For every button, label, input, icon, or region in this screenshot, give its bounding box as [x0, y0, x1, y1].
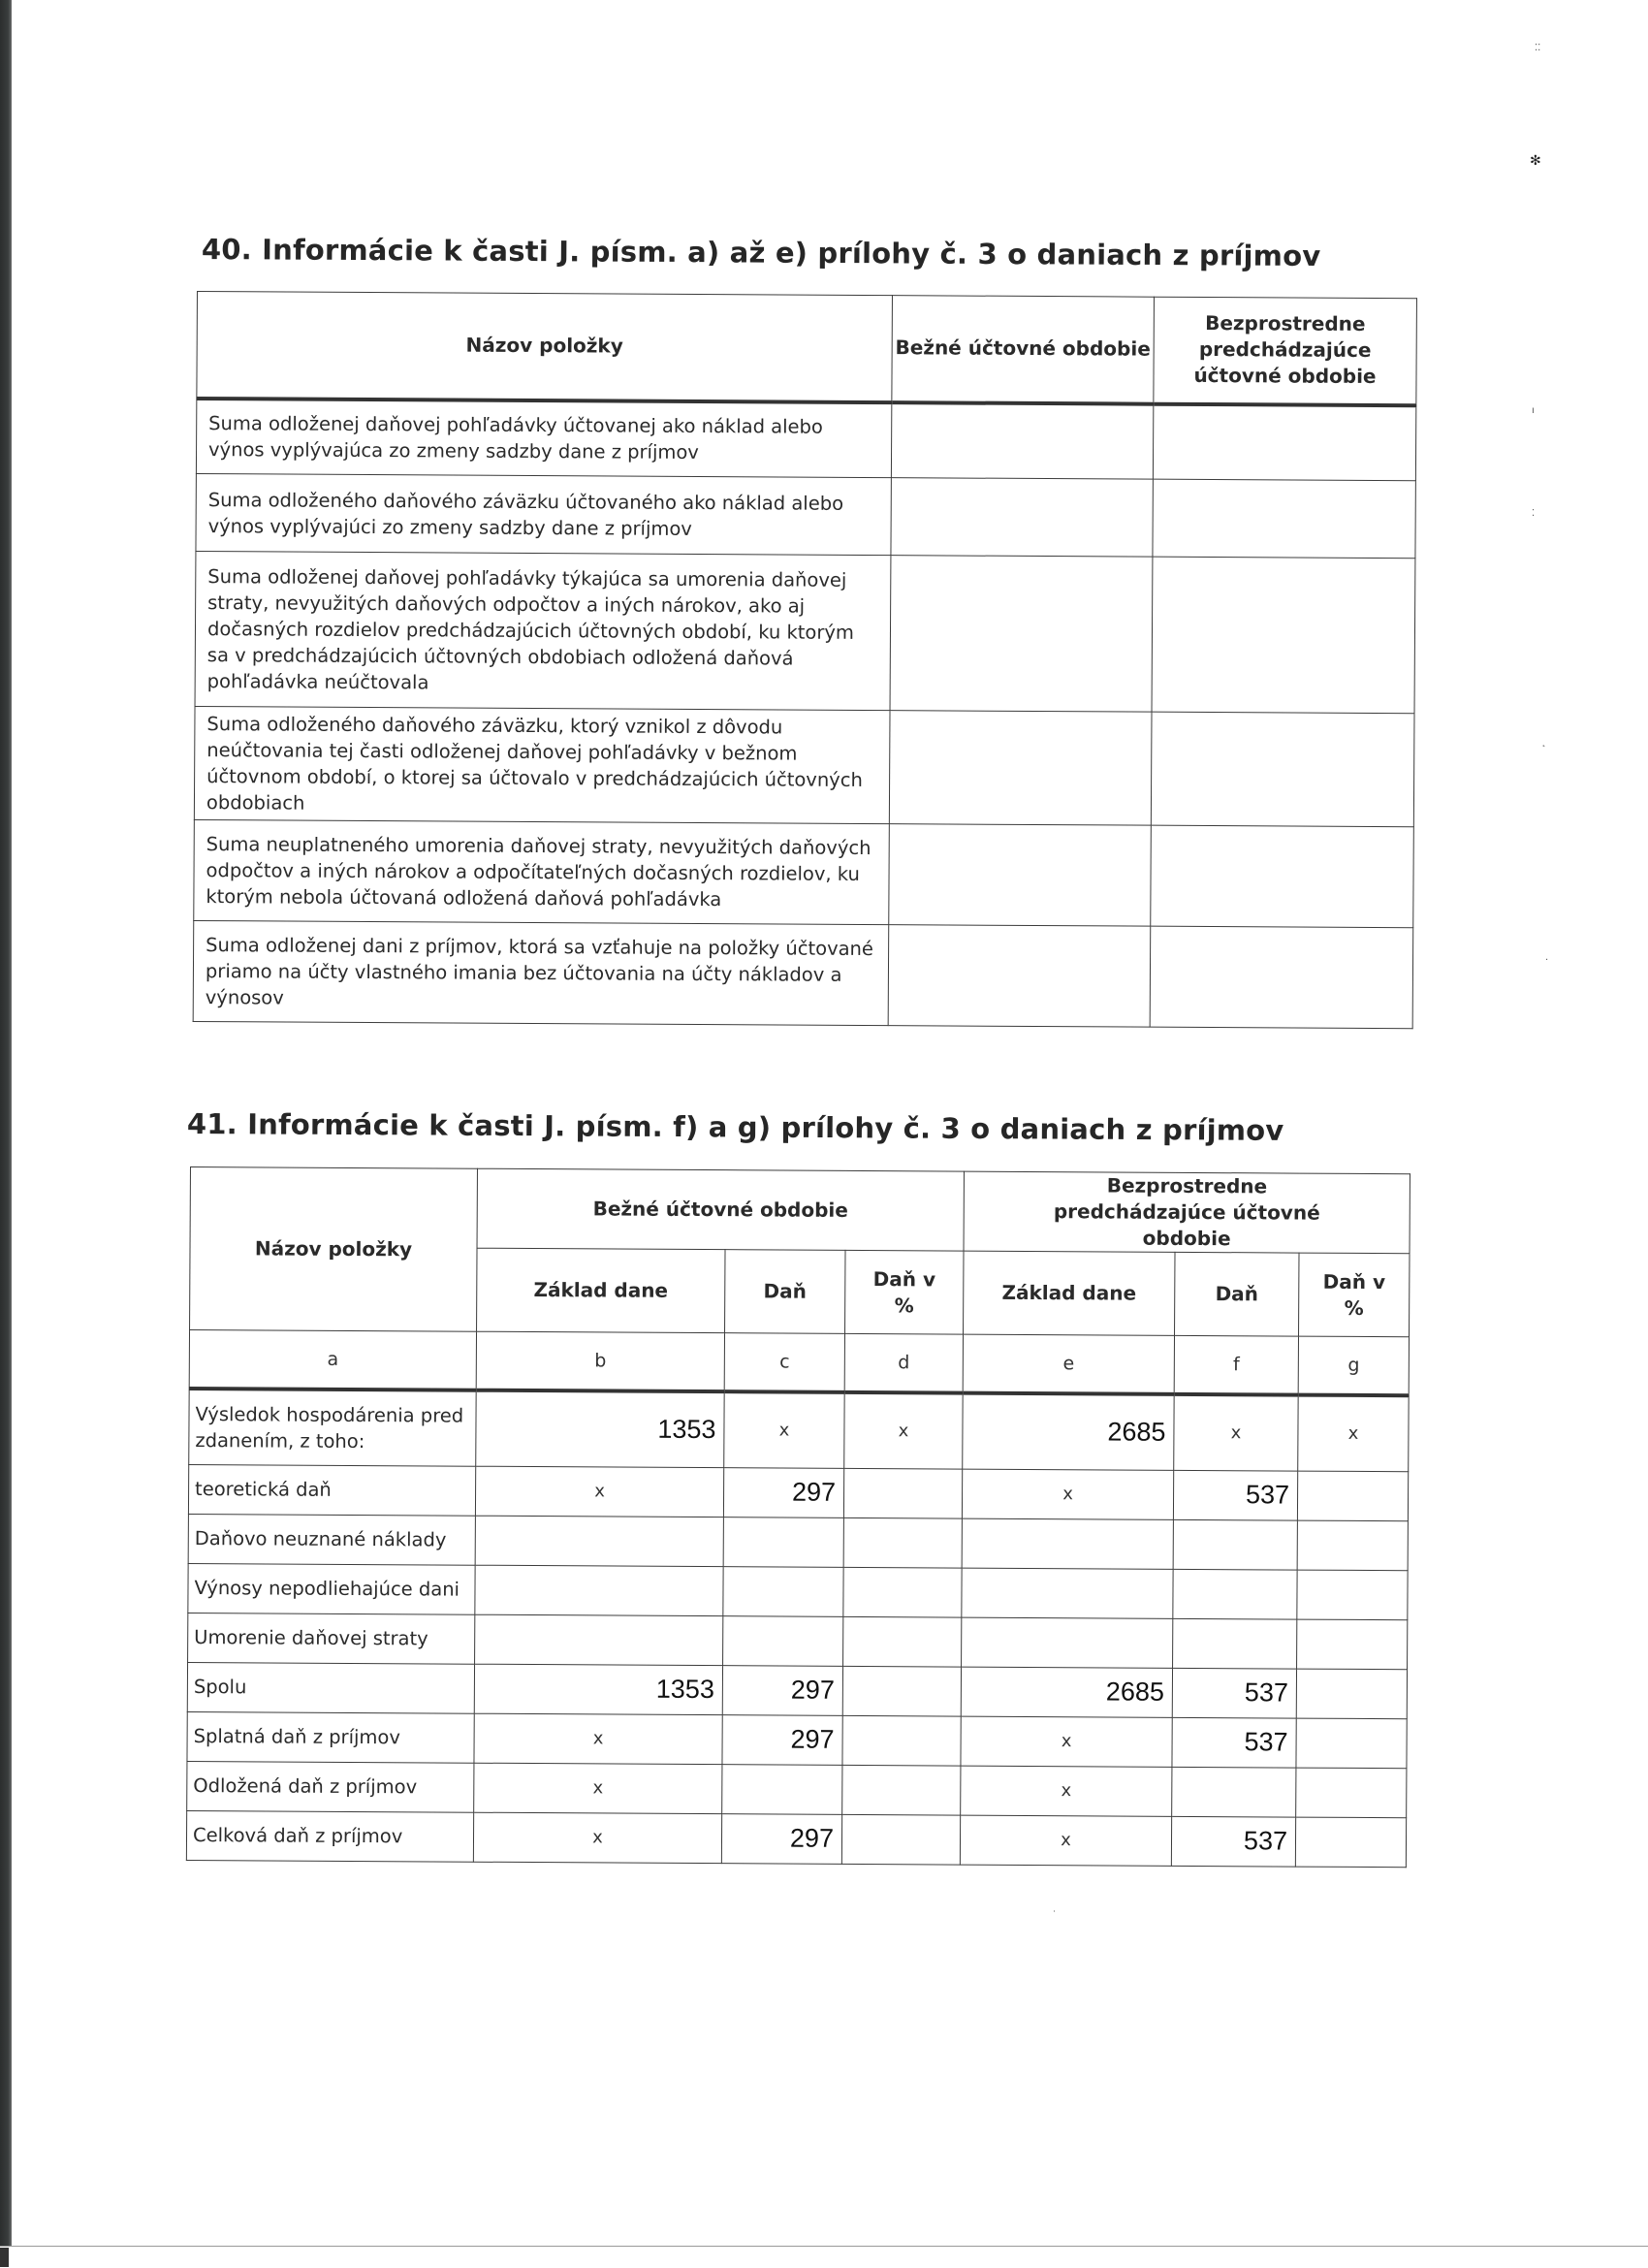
- row-label: Suma odloženého daňového záväzku, ktorý vznikol z dôvodu neúčtovania tej časti odloženej daňovej pohľadávky v bežnom účtovnom období, o ktorej sa účtovalo v predchádzajúcich účtovných obdobiach: [194, 706, 890, 823]
- margin-tick-1: ı: [1532, 405, 1535, 416]
- tax-base-current-cell[interactable]: [475, 1565, 723, 1615]
- tax-pct-current-cell[interactable]: [843, 1567, 962, 1617]
- current-period-cell[interactable]: [891, 402, 1153, 480]
- margin-dots-top: ⁚⁚: [1535, 43, 1541, 53]
- tax-base-current-cell[interactable]: 1353: [474, 1664, 722, 1714]
- table-row: [194, 706, 1414, 826]
- table-row: [187, 1711, 1407, 1768]
- tax-pct-previous-cell[interactable]: [1297, 1520, 1408, 1571]
- deferred-tax-table: [193, 291, 1417, 1029]
- table-row: [196, 473, 1415, 558]
- tax-previous-cell[interactable]: 537: [1171, 1816, 1295, 1867]
- tax-pct-current-cell[interactable]: [843, 1517, 962, 1568]
- scan-bottom-edge: [0, 2246, 1648, 2268]
- tax-pct-current-cell[interactable]: [843, 1616, 962, 1667]
- row-label: Suma odloženej daňovej pohľadávky účtovanej ako náklad alebo výnos vyplývajúca zo zmeny sadzby dane z príjmov: [196, 399, 891, 478]
- current-period-cell[interactable]: [888, 925, 1151, 1028]
- table-row: [186, 1810, 1406, 1867]
- tax-pct-current-cell[interactable]: x: [844, 1392, 963, 1469]
- column-group-current-period: Bežné účtovné obdobie: [477, 1168, 964, 1251]
- column-header-tax-previous: Daň: [1175, 1252, 1299, 1336]
- tax-base-previous-cell[interactable]: x: [961, 1716, 1172, 1767]
- current-period-cell[interactable]: [889, 824, 1152, 927]
- tax-previous-cell[interactable]: [1172, 1767, 1296, 1817]
- table-row: [195, 551, 1415, 713]
- current-period-cell[interactable]: [891, 478, 1153, 558]
- column-letter-row: [189, 1330, 1409, 1396]
- tax-previous-cell[interactable]: [1173, 1569, 1297, 1619]
- previous-period-cell[interactable]: [1152, 557, 1415, 714]
- column-letter-b: b: [476, 1331, 724, 1391]
- current-period-cell[interactable]: [890, 556, 1153, 713]
- margin-blob: ✻: [1530, 153, 1541, 169]
- tax-base-current-cell[interactable]: x: [475, 1466, 723, 1517]
- row-label: Suma odloženej dani z príjmov, ktorá sa vzťahuje na položky účtované priamo na účty vlastného imania bez účtovania na účty nákladov a výnosov: [193, 920, 889, 1025]
- column-letter-f: f: [1174, 1335, 1298, 1394]
- table-row-total: [187, 1662, 1407, 1718]
- previous-period-cell[interactable]: [1151, 825, 1414, 928]
- column-letter-c: c: [724, 1333, 844, 1392]
- tax-pct-previous-cell[interactable]: [1297, 1471, 1408, 1521]
- table-row: [188, 1464, 1408, 1520]
- tax-base-previous-cell[interactable]: [962, 1617, 1173, 1668]
- table-row: [196, 399, 1415, 481]
- tax-pct-current-cell[interactable]: [843, 1468, 962, 1518]
- margin-tick-4: ·: [1545, 955, 1549, 966]
- tax-previous-cell[interactable]: [1173, 1618, 1297, 1669]
- margin-tick-2: ⁚: [1532, 508, 1536, 519]
- row-label: Celková daň z príjmov: [186, 1810, 473, 1862]
- row-label: Suma odloženej daňovej pohľadávky týkajúca sa umorenia daňovej straty, nevyužitých daňových odpočtov a iných nárokov, ako aj dočasných rozdielov predchádzajúcich účtovných období, ku ktorým sa v predchádzajúcich účtovných obdobiach odložená daňová pohľadávka neúčtovala: [195, 551, 891, 710]
- table-row: [188, 1613, 1408, 1669]
- tax-base-current-cell[interactable]: x: [474, 1763, 722, 1813]
- margin-tick-3: ˛: [1541, 737, 1546, 748]
- row-label: Spolu: [187, 1662, 474, 1713]
- previous-period-cell[interactable]: [1150, 926, 1413, 1029]
- column-letter-d: d: [844, 1333, 963, 1392]
- tax-current-cell[interactable]: [723, 1566, 843, 1616]
- margin-tick-5: ˙: [1052, 1910, 1057, 1921]
- column-letter-g: g: [1298, 1336, 1409, 1395]
- tax-base-previous-cell[interactable]: x: [962, 1469, 1173, 1519]
- table-row: [193, 920, 1413, 1028]
- tax-pct-previous-cell[interactable]: [1297, 1570, 1408, 1620]
- tax-base-current-cell[interactable]: x: [474, 1713, 722, 1764]
- tax-pct-current-cell[interactable]: [842, 1666, 961, 1716]
- scan-edge-shadow: [0, 0, 12, 2267]
- income-tax-reconciliation-table: [186, 1166, 1410, 1868]
- tax-current-cell[interactable]: [723, 1517, 843, 1567]
- column-header-tax-base-previous: Základ dane: [964, 1251, 1175, 1335]
- tax-pct-previous-cell[interactable]: [1297, 1619, 1408, 1670]
- tax-base-current-cell[interactable]: 1353: [476, 1390, 724, 1467]
- column-header-previous-period: Bezprostredne predchádzajúce účtovné obdobie: [1154, 297, 1417, 405]
- current-period-cell[interactable]: [889, 711, 1152, 826]
- table-row: [188, 1514, 1408, 1570]
- column-header-tax-base-current: Základ dane: [477, 1248, 725, 1332]
- tax-current-cell[interactable]: 297: [722, 1714, 842, 1765]
- tax-base-current-cell[interactable]: [475, 1516, 723, 1566]
- tax-current-cell[interactable]: 297: [723, 1467, 843, 1517]
- previous-period-cell[interactable]: [1153, 403, 1415, 481]
- row-label: Výsledok hospodárenia pred zdanením, z toho:: [189, 1389, 476, 1466]
- column-header-tax-pct-current: Daň v %: [845, 1250, 965, 1334]
- tax-base-current-cell[interactable]: [475, 1614, 723, 1665]
- tax-pct-previous-cell[interactable]: [1296, 1718, 1407, 1769]
- table-row: [189, 1389, 1409, 1471]
- tax-current-cell[interactable]: x: [724, 1391, 844, 1468]
- table-row: [194, 819, 1414, 927]
- tax-previous-cell[interactable]: [1173, 1519, 1297, 1570]
- tax-base-previous-cell[interactable]: x: [961, 1766, 1172, 1816]
- table-header-row: [197, 292, 1417, 405]
- tax-pct-current-cell[interactable]: [841, 1814, 960, 1865]
- column-letter-e: e: [963, 1334, 1174, 1394]
- column-header-name: Názov položky: [190, 1167, 478, 1332]
- section-40-title: 40. Informácie k časti J. písm. a) až e) prílohy č. 3 o daniach z príjmov: [201, 233, 1321, 273]
- tax-current-cell[interactable]: 297: [722, 1665, 842, 1715]
- tax-current-cell[interactable]: [723, 1615, 843, 1666]
- tax-base-current-cell[interactable]: x: [473, 1812, 721, 1863]
- tax-previous-cell[interactable]: 537: [1172, 1717, 1296, 1768]
- tax-previous-cell[interactable]: 537: [1172, 1668, 1296, 1718]
- tax-pct-previous-cell[interactable]: [1296, 1768, 1407, 1818]
- tax-current-cell[interactable]: 297: [721, 1813, 841, 1864]
- table-row: [187, 1761, 1407, 1817]
- tax-base-previous-cell[interactable]: 2685: [963, 1393, 1174, 1470]
- tax-pct-previous-cell[interactable]: [1296, 1669, 1407, 1719]
- row-label: Odložená daň z príjmov: [187, 1761, 474, 1812]
- row-label: Suma odloženého daňového záväzku účtovaného ako náklad alebo výnos vyplývajúci zo zmeny sadzby dane z príjmov: [196, 473, 891, 555]
- tax-base-previous-cell[interactable]: x: [960, 1815, 1171, 1866]
- tax-previous-cell[interactable]: 537: [1173, 1470, 1297, 1520]
- previous-period-cell[interactable]: [1153, 479, 1415, 559]
- tax-previous-cell[interactable]: x: [1174, 1394, 1298, 1471]
- column-letter-a: a: [189, 1330, 476, 1390]
- tax-base-previous-cell[interactable]: [962, 1518, 1173, 1569]
- section-41-title: 41. Informácie k časti J. písm. f) a g) prílohy č. 3 o daniach z príjmov: [186, 1107, 1284, 1147]
- column-header-tax-current: Daň: [725, 1250, 845, 1334]
- row-label: Umorenie daňovej straty: [188, 1613, 475, 1664]
- row-label: Daňovo neuznané náklady: [188, 1514, 475, 1565]
- row-label: Splatná daň z príjmov: [187, 1711, 474, 1763]
- tax-base-previous-cell[interactable]: [962, 1568, 1173, 1618]
- column-header-name: Názov položky: [197, 292, 893, 402]
- previous-period-cell[interactable]: [1151, 712, 1414, 827]
- column-header-current-period: Bežné účtovné obdobie: [892, 296, 1155, 404]
- column-group-previous-period: Bezprostredne predchádzajúce účtovné obdobie: [964, 1171, 1410, 1254]
- column-header-tax-pct-previous: Daň v %: [1299, 1253, 1410, 1337]
- tax-pct-previous-cell[interactable]: [1295, 1817, 1406, 1868]
- row-label: teoretická daň: [188, 1464, 475, 1516]
- tax-pct-previous-cell[interactable]: x: [1298, 1395, 1409, 1472]
- tax-pct-current-cell[interactable]: [842, 1715, 961, 1766]
- table-header-group-row: [190, 1167, 1410, 1254]
- tax-base-previous-cell[interactable]: 2685: [961, 1667, 1172, 1717]
- row-label: Výnosy nepodliehajúce dani: [188, 1563, 475, 1614]
- scan-bottom-corner: [0, 2248, 9, 2267]
- tax-current-cell[interactable]: [722, 1764, 842, 1814]
- table-row: [188, 1563, 1408, 1619]
- tax-pct-current-cell[interactable]: [842, 1765, 961, 1815]
- row-label: Suma neuplatneného umorenia daňovej straty, nevyužitých daňových odpočtov a iných nárokov a odpočítateľných dočasných rozdielov, ku ktorým nebola účtovaná odložená daňová pohľadávka: [194, 819, 890, 924]
